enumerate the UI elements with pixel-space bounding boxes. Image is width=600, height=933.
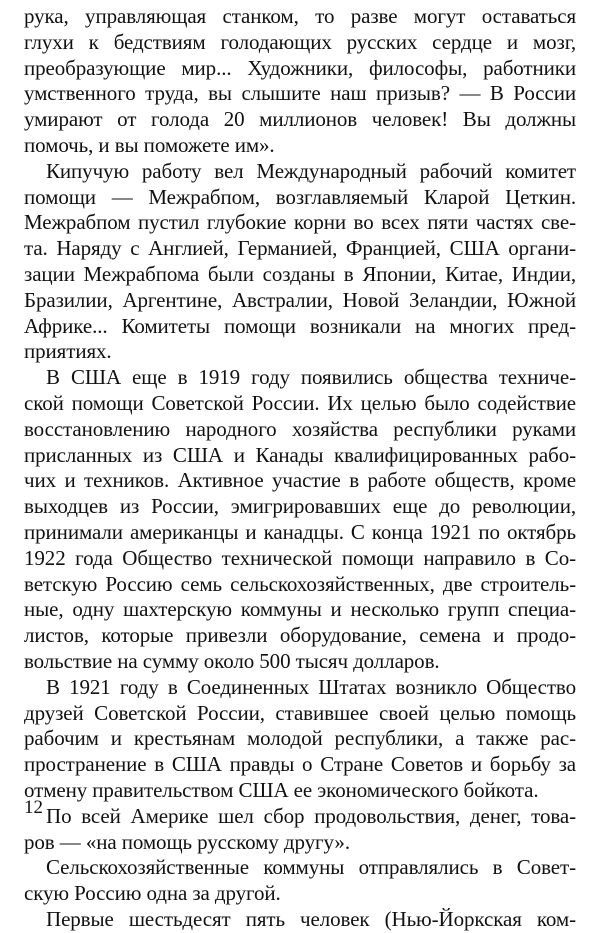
text-line: чих и техников. Активное участие в работе обществ, кроме bbox=[24, 468, 576, 493]
text-line: умственного труда, вы слышите наш призыв? — В России bbox=[24, 81, 576, 106]
text-line: преобразующие мир... Художники, философы, работники bbox=[24, 55, 576, 80]
book-page-text bbox=[24, 4, 576, 933]
text-line: В США еще в 1919 году появились общества техниче- bbox=[46, 365, 576, 390]
text-line: та. Наряду с Англией, Германией, Францией, США органи- bbox=[24, 236, 576, 261]
text-line: листов, которые привезли оборудование, семена и продо- bbox=[24, 623, 576, 648]
text-line: выходцев из России, эмигрировавших еще до революции, bbox=[24, 494, 576, 519]
text-line: рабочим и крестьянам молодой республики, а также рас- bbox=[24, 726, 576, 751]
text-line: ской помощи Советской России. Их целью было содействие bbox=[24, 390, 576, 415]
text-line: вольствие на сумму около 500 тысяч долларов. bbox=[24, 648, 440, 673]
text-line: рука, управляющая станком, то разве могут оставаться bbox=[24, 4, 576, 28]
text-line: ные, одну шахтерскую коммуны и несколько групп специа- bbox=[24, 597, 576, 622]
text-line: Первые шестьдесят пять человек (Нью-Йоркская ком- bbox=[46, 906, 576, 931]
text-line: умирают от голода 20 миллионов человек! Вы должны bbox=[24, 107, 576, 132]
page-number: 12 bbox=[24, 797, 43, 818]
text-line: восстановлению народного хозяйства республики руками bbox=[24, 416, 576, 441]
text-line: друзей Советской России, ставившее своей целью помощь bbox=[24, 700, 576, 725]
text-line: отмену правительством США ее экономического бойкота. bbox=[24, 777, 539, 802]
text-line: скую Россию одна за другой. bbox=[24, 881, 281, 906]
text-line: помощи — Межрабпом, возглавляемый Кларой Цеткин. bbox=[24, 184, 576, 209]
text-line: Кипучую работу вел Международный рабочий комитет bbox=[46, 158, 576, 183]
text-line: глухи к бедствиям голодающих русских сердце и мозг, bbox=[24, 29, 576, 54]
text-line: Бразилии, Аргентине, Австралии, Новой Зеландии, Южной bbox=[24, 287, 576, 312]
text-line: 1922 года Общество технической помощи направило в Со- bbox=[24, 545, 576, 570]
text-line: присланных из США и Канады квалифицированных рабо- bbox=[24, 442, 576, 467]
text-line: принимали американцы и канадцы. С конца 1921 по октябрь bbox=[24, 519, 576, 544]
text-line: ветскую Россию семь сельскохозяйственных, две строитель- bbox=[24, 571, 576, 596]
text-line: Межрабпом пустил глубокие корни во всех пяти частях све- bbox=[24, 210, 576, 235]
text-line: пространение в США правды о Стране Советов и борьбу за bbox=[24, 752, 576, 777]
text-line: По всей Америке шел сбор продовольствия, денег, това- bbox=[46, 803, 576, 828]
text-line: Африке... Комитеты помощи возникали на многих пред- bbox=[24, 313, 576, 338]
text-line: В 1921 году в Соединенных Штатах возникло Общество bbox=[46, 674, 576, 699]
text-line: ров — «на помощь русскому другу». bbox=[24, 829, 350, 854]
text-line: зации Межрабпома были созданы в Японии, Китае, Индии, bbox=[24, 261, 576, 286]
text-line: помочь, и вы поможете им». bbox=[24, 132, 275, 157]
text-line: Сельскохозяйственные коммуны отправлялись в Совет- bbox=[46, 855, 576, 880]
text-line: приятиях. bbox=[24, 339, 112, 364]
